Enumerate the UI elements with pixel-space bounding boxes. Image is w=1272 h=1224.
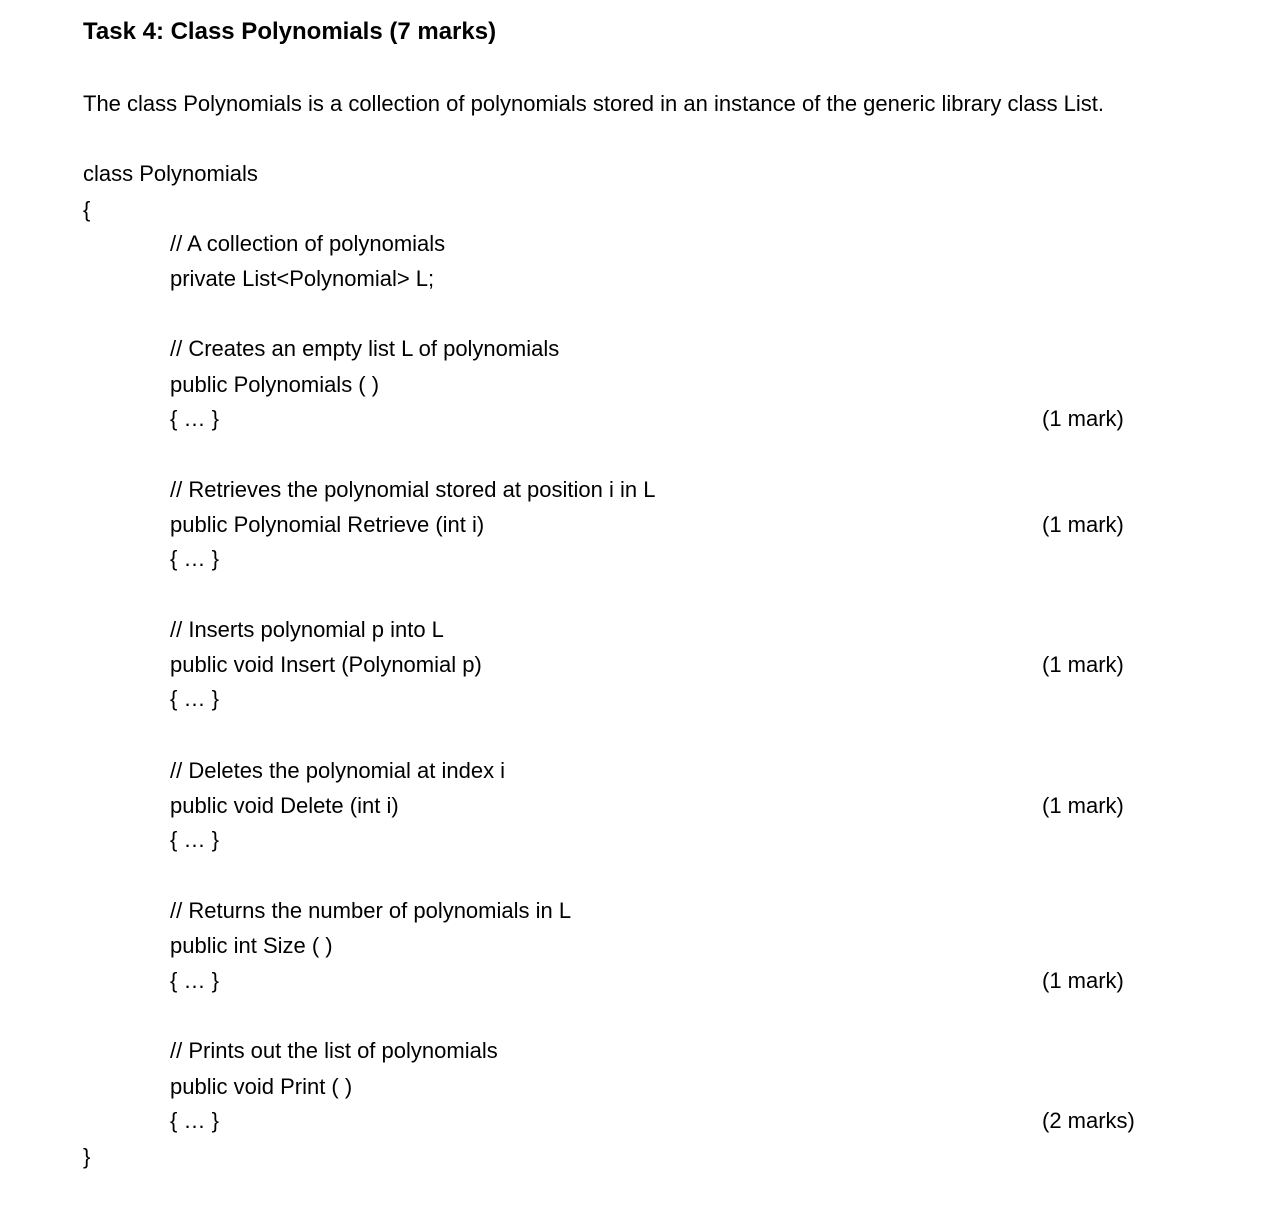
method-comment: // Prints out the list of polynomials [170, 1038, 498, 1063]
field-comment: // A collection of polynomials [170, 231, 446, 256]
method-body: { … } [170, 968, 219, 993]
method-signature: public int Size ( ) [170, 933, 333, 958]
method-mark: (1 mark) [1042, 968, 1124, 993]
class-header: class Polynomials [83, 161, 258, 186]
class-open-brace: { [83, 197, 91, 222]
method-body: { … } [170, 1108, 219, 1133]
method-signature: public Polynomials ( ) [170, 372, 380, 397]
method-mark: (1 mark) [1042, 652, 1124, 677]
method-comment: // Creates an empty list L of polynomials [170, 336, 560, 361]
field-declaration: private List<Polynomial> L; [170, 266, 435, 291]
method-body: { … } [170, 406, 219, 431]
class-close-brace: } [83, 1144, 91, 1169]
method-mark: (1 mark) [1042, 406, 1124, 431]
method-comment: // Retrieves the polynomial stored at position i in L [170, 477, 656, 502]
method-mark: (2 marks) [1042, 1108, 1135, 1133]
method-body: { … } [170, 546, 219, 571]
method-comment: // Returns the number of polynomials in L [170, 898, 572, 923]
method-mark: (1 mark) [1042, 793, 1124, 818]
method-comment: // Inserts polynomial p into L [170, 617, 444, 642]
method-mark: (1 mark) [1042, 512, 1124, 537]
method-signature: public void Insert (Polynomial p) [170, 652, 482, 677]
task-title: Task 4: Class Polynomials (7 marks) [83, 18, 497, 45]
method-signature: public void Print ( ) [170, 1074, 353, 1099]
method-body: { … } [170, 827, 219, 852]
intro-paragraph: The class Polynomials is a collection of polynomials stored in an instance of the generic library class List. [83, 91, 1105, 116]
method-signature: public void Delete (int i) [170, 793, 399, 818]
method-comment: // Deletes the polynomial at index i [170, 758, 506, 783]
method-signature: public Polynomial Retrieve (int i) [170, 512, 485, 537]
method-body: { … } [170, 686, 219, 711]
